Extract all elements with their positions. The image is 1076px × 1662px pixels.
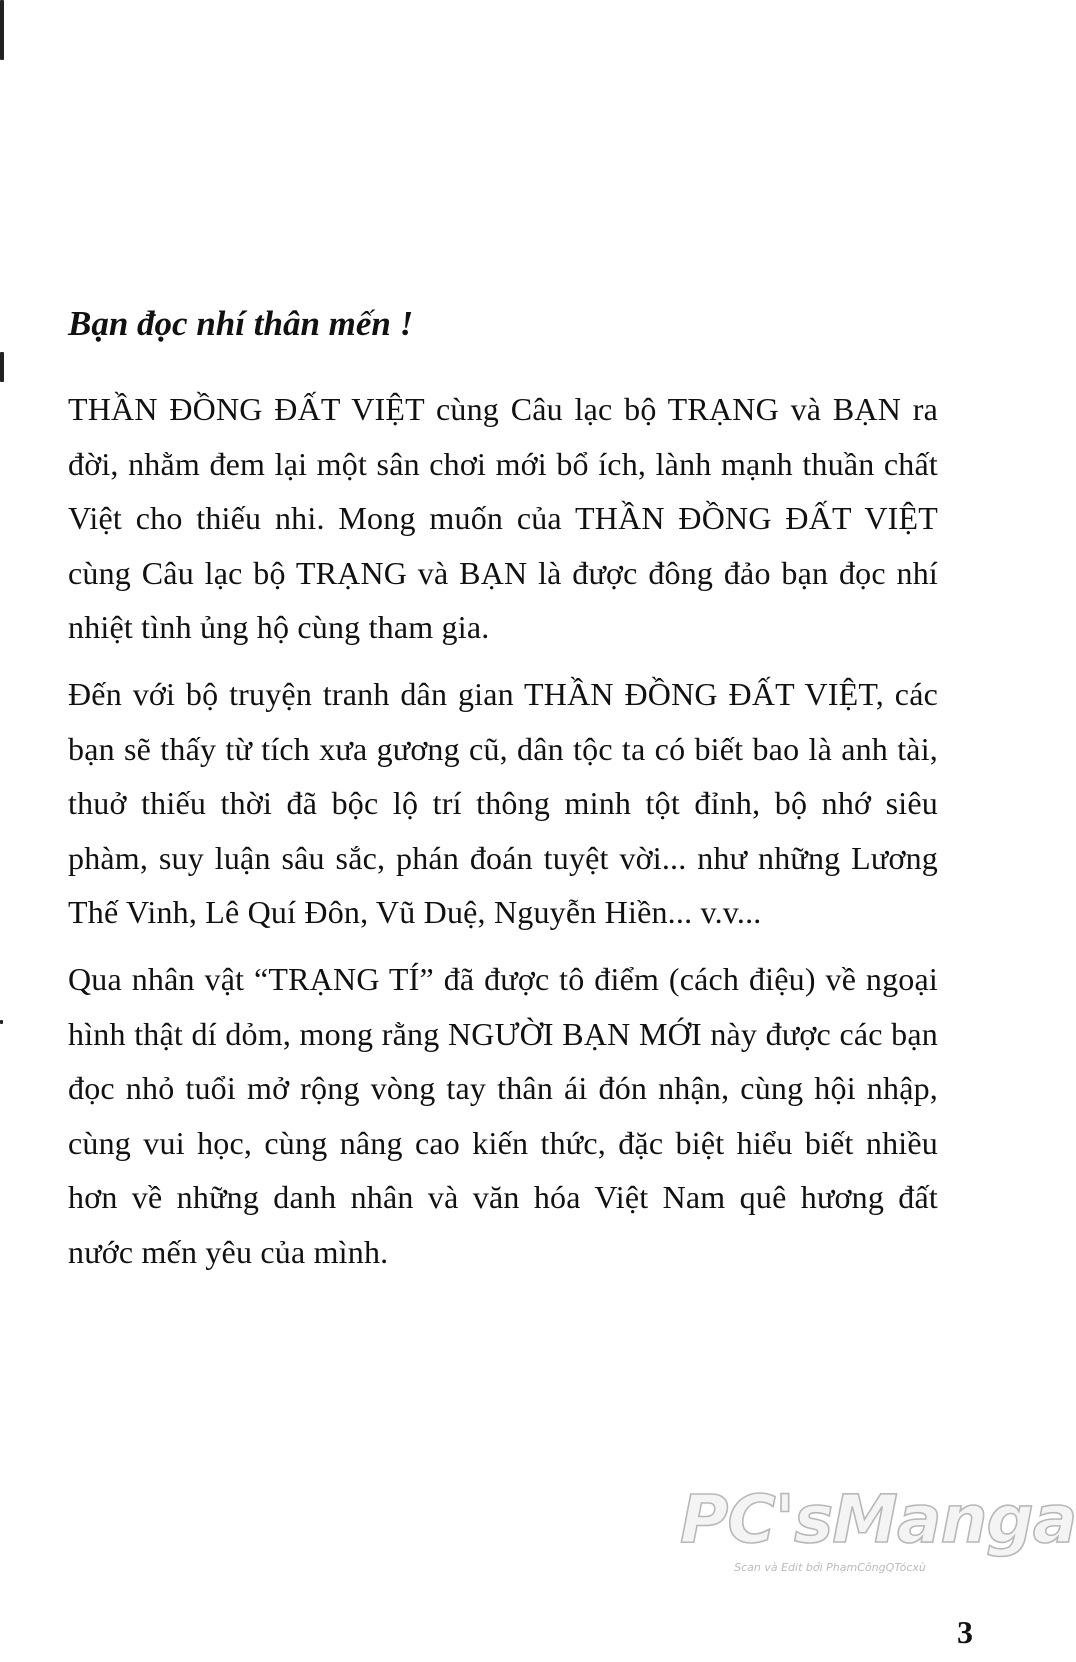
paragraph-intro: THẦN ĐỒNG ĐẤT VIỆT cùng Câu lạc bộ TRẠNG và BẠN ra đời, nhằm đem lại một sân chơi mới bổ ích, lành mạnh thuần chất Việt cho thiếu nhi. Mong muốn của THẦN ĐỒNG ĐẤT VIỆT cùng Câu lạc bộ TRẠNG và BẠN là được đông đảo bạn đọc nhí nhiệt tình ủng hộ cùng tham gia.: [68, 391, 938, 646]
greeting-heading: Bạn đọc nhí thân mến !: [68, 304, 414, 343]
watermark-logo: PC'sManga: [680, 1481, 1076, 1558]
page-number: 3: [957, 1614, 973, 1650]
scan-edge-marks: [0, 0, 6, 1662]
paragraph-heroes: Đến với bộ truyện tranh dân gian THẦN ĐỒNG ĐẤT VIỆT, các bạn sẽ thấy từ tích xưa gương cũ, dân tộc ta có biết bao là anh tài, thuở thiếu thời đã bộc lộ trí thông minh tột đỉnh, bộ nhớ siêu phàm, suy luận sâu sắc, phán đoán tuyệt vời... như những Lương Thế Vinh, Lê Quí Đôn, Vũ Duệ, Nguyễn Hiền... v.v...: [68, 675, 938, 931]
watermark-credit: Scan và Edit bởi PhạmCôngQTócxù: [734, 1561, 926, 1574]
letter-body: [68, 300, 938, 1292]
paragraph-trang-ti: Qua nhân vật “TRẠNG TÍ” đã được tô điểm (cách điệu) về ngoại hình thật dí dỏm, mong rằng NGƯỜI BẠN MỚI này được các bạn đọc nhỏ tuổi mở rộng vòng tay thân ái đón nhận, cùng hội nhập, cùng vui học, cùng nâng cao kiến thức, đặc biệt hiểu biết nhiều hơn về những danh nhân và văn hóa Việt Nam quê hương đất nước mến yêu của mình.: [68, 960, 938, 1270]
scanlation-watermark: [680, 1480, 1076, 1590]
